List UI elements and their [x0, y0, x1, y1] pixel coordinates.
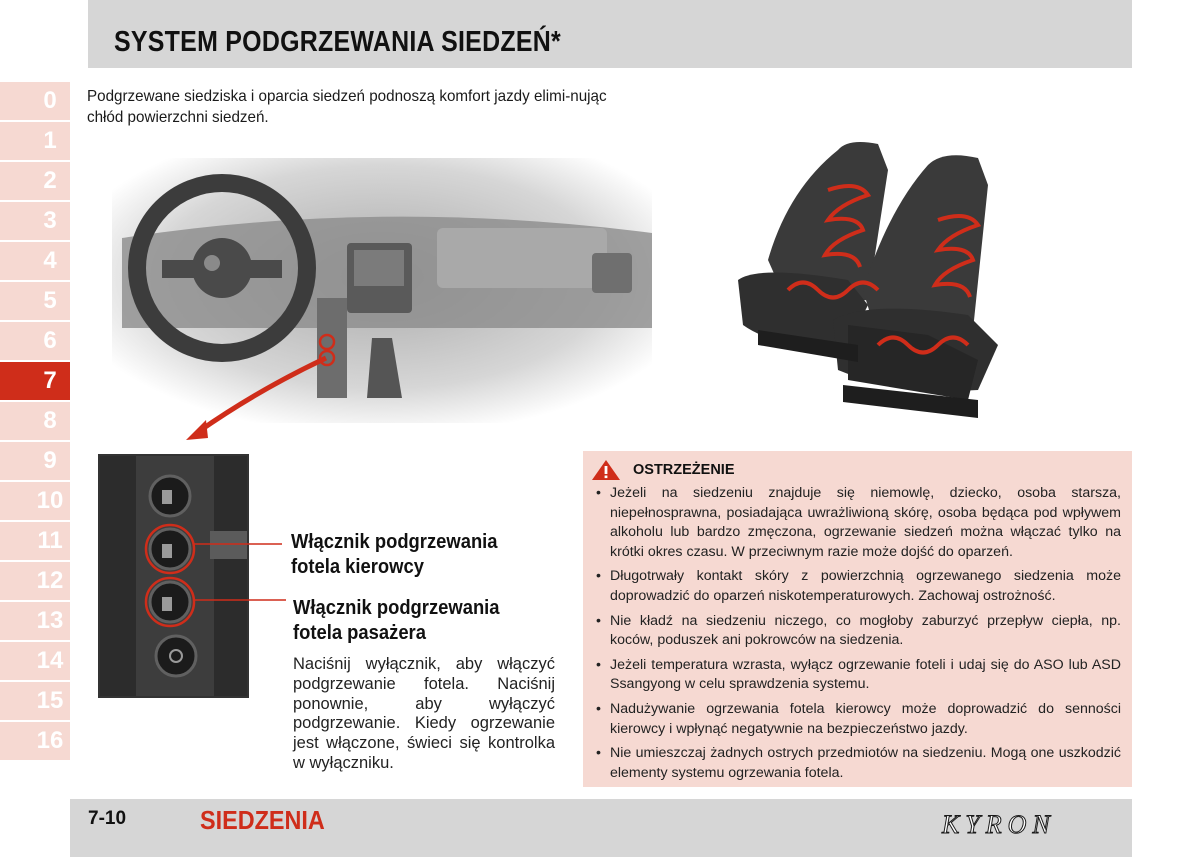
chapter-tab-14[interactable]: 14 [0, 642, 70, 680]
chapter-tab-3[interactable]: 3 [0, 202, 70, 240]
chapter-tab-11[interactable]: 11 [0, 522, 70, 560]
warning-triangle-icon [591, 459, 621, 481]
chapter-tab-7[interactable]: 7 [0, 362, 70, 400]
page-number: 7-10 [88, 808, 127, 829]
warning-item: • Nadużywanie ogrzewania fotela kierowcy może doprowadzić do senności kierowcy i wpłynąć negatywnie na bezpieczeństwo jazdy. [595, 700, 1121, 739]
chapter-tab-15[interactable]: 15 [0, 682, 70, 720]
instructions-text: Naciśnij wyłącznik, aby włączyć podgrzewanie fotela. Naciśnij ponownie, aby wyłączyć podgrzewanie. Kiedy ogrzewanie jest włączone, świeci się kontrolka w wyłączniku. [293, 655, 555, 772]
chapter-tab-0[interactable]: 0 [0, 82, 70, 120]
chapter-tab-9[interactable]: 9 [0, 442, 70, 480]
header-bar [88, 0, 1132, 68]
kyron-logo-icon [938, 809, 1108, 839]
pointer-arrow-icon [178, 340, 348, 445]
warning-item: • Nie umieszczaj żadnych ostrych przedmiotów na siedzeniu. Mogą one uszkodzić elementy systemu ogrzewania fotela. [595, 744, 1121, 783]
chapter-tab-2[interactable]: 2 [0, 162, 70, 200]
chapter-tab-8[interactable]: 8 [0, 402, 70, 440]
chapter-tab-1[interactable]: 1 [0, 122, 70, 160]
chapter-tab-6[interactable]: 6 [0, 322, 70, 360]
chapter-tab-12[interactable]: 12 [0, 562, 70, 600]
warning-list [595, 484, 1121, 788]
intro-text: Podgrzewane siedziska i oparcia siedzeń podnoszą komfort jazdy elimi-nując chłód powierzchni siedzeń. [87, 88, 607, 126]
callout-lines [186, 530, 296, 610]
warning-title: OSTRZEŻENIE [633, 462, 735, 478]
warning-header [591, 459, 735, 481]
heated-seats-photo [728, 130, 1048, 430]
chapter-tab-10[interactable]: 10 [0, 482, 70, 520]
chapter-tab-4[interactable]: 4 [0, 242, 70, 280]
chapter-tab-16[interactable]: 16 [0, 722, 70, 760]
chapter-tab-13[interactable]: 13 [0, 602, 70, 640]
chapter-tab-5[interactable]: 5 [0, 282, 70, 320]
chapter-tabs [0, 82, 70, 762]
section-name: SIEDZENIA [200, 805, 325, 835]
warning-item: • Jeżeli na siedzeniu znajduje się niemowlę, dziecko, osoba starsza, niepełnosprawna, posiadająca uwrażliwioną skórę, osoba będąca pod wpływem alkoholu lub bardzo zmęczona, ogrzewanie siedzeń można włączać tylko na krótki okres czasu. W przeciwnym razie może dojść do oparzeń. [595, 484, 1121, 562]
warning-item: • Jeżeli temperatura wzrasta, wyłącz ogrzewanie foteli i udaj się do ASO lub ASD Ssangyong w celu sprawdzenia systemu. [595, 656, 1121, 695]
logo-text: KYRON [942, 810, 1056, 839]
label-driver-switch: Włącznik podgrzewania fotela kierowcy [291, 531, 498, 578]
warning-item: • Długotrwały kontakt skóry z powierzchnią ogrzewanego siedzenia może doprowadzić do oparzeń niskotemperaturowych. Zachowaj ostrożność. [595, 567, 1121, 606]
warning-box [583, 451, 1132, 787]
warning-item: • Nie kładź na siedzeniu niczego, co mogłoby zaburzyć przepływ ciepła, np. koców, poduszek ani pokrowców na siedzenia. [595, 612, 1121, 651]
footer-bar [70, 799, 1132, 857]
label-passenger-switch: Włącznik podgrzewania fotela pasażera [293, 597, 500, 644]
page-title: SYSTEM PODGRZEWANIA SIEDZEŃ* [114, 26, 561, 58]
